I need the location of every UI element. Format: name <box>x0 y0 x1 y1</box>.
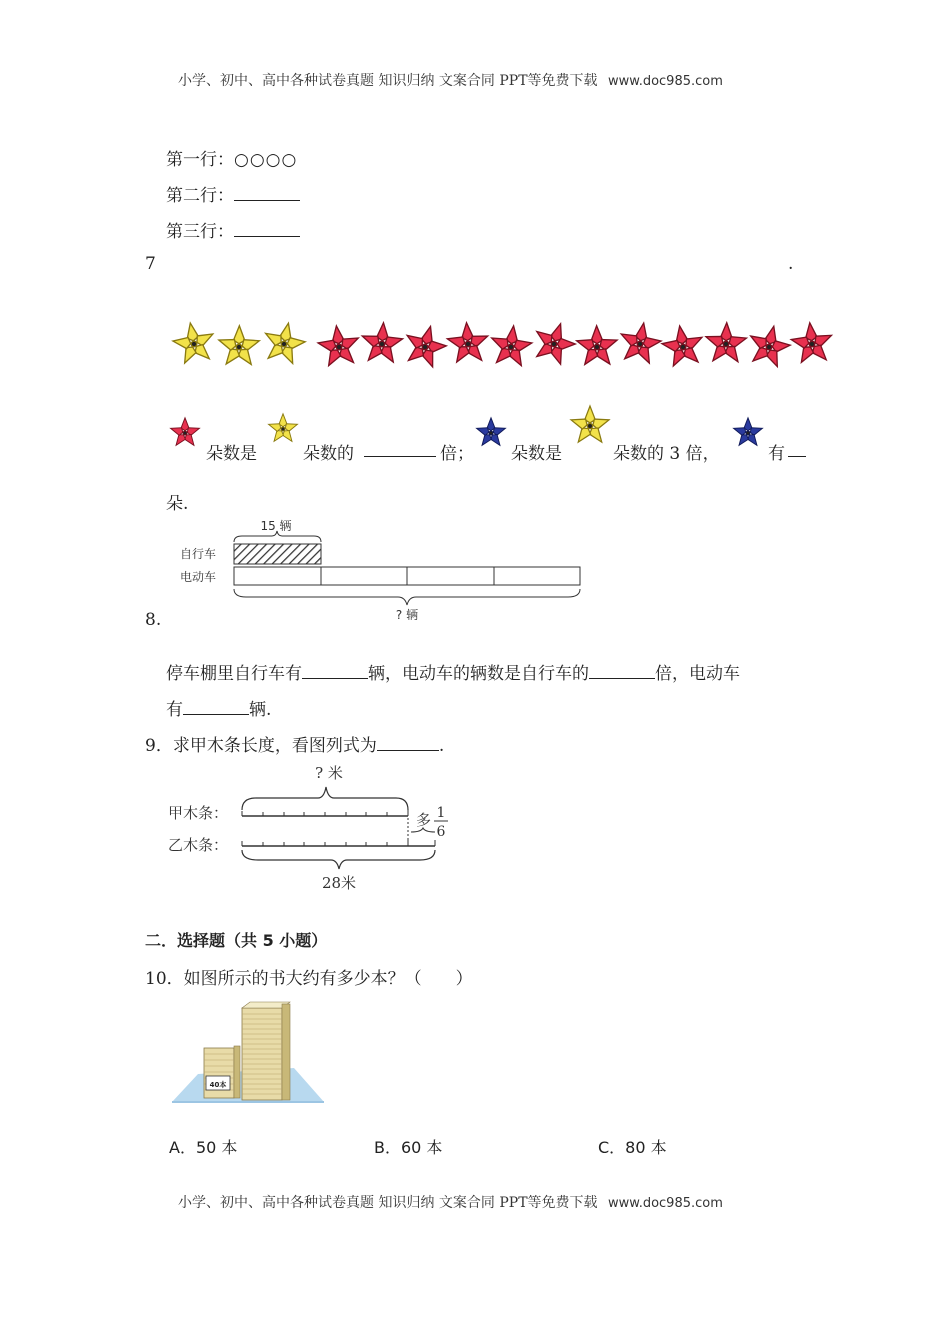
q10-option-b[interactable]: B．60 本 <box>374 1138 443 1157</box>
q6-row1-label: 第一行： <box>166 150 234 170</box>
red-flower-icon <box>398 321 451 373</box>
q8-bottom-label: ? 辆 <box>395 608 419 622</box>
q7-blank-2 <box>788 440 806 457</box>
q7-part-a: 朵数是 <box>206 444 257 464</box>
q9-bottom-brace <box>242 850 435 869</box>
yellow-flower-icon <box>217 325 262 368</box>
q7-part-e: 朵数的 3 倍， <box>613 444 720 464</box>
q8-top-label: 15 辆 <box>260 519 292 533</box>
q8-blank-1 <box>302 662 368 679</box>
blue-flower-icon-2 <box>731 416 765 450</box>
q9-yi-ticks <box>242 840 435 846</box>
red-flower-icon <box>445 321 492 366</box>
yellow-flower-large-icon <box>568 404 612 448</box>
q8-line2 <box>166 695 271 720</box>
blue-flower-icon <box>474 416 508 450</box>
red-flower-icon <box>527 317 582 370</box>
q9-question <box>145 731 444 756</box>
q10-option-c[interactable]: C．80 本 <box>598 1138 667 1157</box>
q6-row1 <box>166 145 297 170</box>
q8-row2-label: 电动车 <box>180 570 217 584</box>
q6-row1-value: ○○○○ <box>234 150 298 170</box>
q8-line2-a: 有 <box>166 700 183 720</box>
q9-text: 9．求甲木条长度，看图列式为 <box>145 736 377 756</box>
q9-bar-diagram <box>166 762 466 897</box>
q8-bottom-brace <box>234 589 580 605</box>
q8-bicycle-bar <box>234 544 321 564</box>
q8-number: 8. <box>145 610 162 630</box>
q6-row3-blank <box>234 220 300 237</box>
q9-more-label: 多 <box>416 811 432 829</box>
q7-part-b: 朵数的 <box>303 444 354 464</box>
red-flower-icon <box>743 321 795 372</box>
q7-part-d: 朵数是 <box>511 444 562 464</box>
yellow-flower-icon <box>169 319 220 368</box>
q9-row2-label: 乙木条： <box>168 836 229 854</box>
q8-row1-label: 自行车 <box>180 547 217 561</box>
q6-row3 <box>166 217 300 242</box>
q8-top-brace <box>234 531 321 542</box>
red-flower-icon <box>168 416 202 450</box>
q8-blank-2 <box>589 662 655 679</box>
q9-frac-num: 1 <box>436 805 446 821</box>
q9-top-brace <box>242 787 408 810</box>
q9-jia-ticks <box>242 810 408 816</box>
page-header <box>178 70 723 90</box>
q7-part-c: 倍； <box>440 444 474 464</box>
page-footer <box>178 1192 723 1212</box>
q10-large-stack <box>242 1002 290 1100</box>
q8-line1 <box>166 659 740 684</box>
yellow-flower-icon <box>266 412 300 446</box>
red-flower-icon <box>658 323 708 371</box>
q9-top-label: ? 米 <box>315 764 343 782</box>
q10-book-stacks-image <box>168 998 328 1108</box>
q7-part-g: 朵. <box>166 494 189 514</box>
red-flower-icon <box>575 325 620 368</box>
q8-line1-a: 停车棚里自行车有 <box>166 664 302 684</box>
q7-number: 7 <box>145 254 156 274</box>
q7-trailing-dot: . <box>788 254 794 274</box>
q9-end: . <box>438 736 445 756</box>
q7-part-f: 有 <box>768 444 785 464</box>
header-site: www.doc985.com <box>607 74 723 89</box>
q9-frac-den: 6 <box>436 824 446 840</box>
q10-small-stack-label: 40本 <box>209 1081 227 1089</box>
q10-question: 10．如图所示的书大约有多少本？（ ） <box>145 969 473 989</box>
red-flower-icon <box>788 321 836 367</box>
q6-row3-label: 第三行： <box>166 222 234 242</box>
q6-row2-blank <box>234 184 300 201</box>
q10-option-a[interactable]: A．50 本 <box>169 1138 238 1157</box>
q8-line2-b: 辆. <box>249 700 272 720</box>
footer-site: www.doc985.com <box>607 1196 723 1211</box>
header-text: 小学、初中、高中各种试卷真题 知识归纳 文案合同 PPT等免费下载 <box>178 73 598 89</box>
red-flower-icon <box>703 322 748 365</box>
q8-line1-c: 倍，电动车 <box>655 664 740 684</box>
red-flower-icon <box>487 323 536 370</box>
section-title: 二．选择题（共 5 小题） <box>145 931 328 950</box>
q8-bar-diagram <box>176 515 596 625</box>
q8-line1-b: 辆，电动车的辆数是自行车的 <box>368 664 589 684</box>
footer-text: 小学、初中、高中各种试卷真题 知识归纳 文案合同 PPT等免费下载 <box>178 1195 598 1211</box>
q9-bottom-label: 28米 <box>321 874 357 892</box>
q6-row2 <box>166 181 300 206</box>
q9-row1-label: 甲木条： <box>168 804 229 822</box>
q7-flower-row <box>168 318 848 378</box>
yellow-flower-icon <box>258 319 310 369</box>
q6-row2-label: 第二行： <box>166 186 234 206</box>
q8-blank-3 <box>183 698 249 715</box>
q7-blank-1 <box>364 440 436 457</box>
q10-small-stack <box>204 1046 240 1098</box>
red-flower-icon <box>359 321 406 366</box>
q9-blank <box>377 734 439 751</box>
red-flower-icon <box>315 323 364 370</box>
red-flower-icon <box>615 319 666 368</box>
